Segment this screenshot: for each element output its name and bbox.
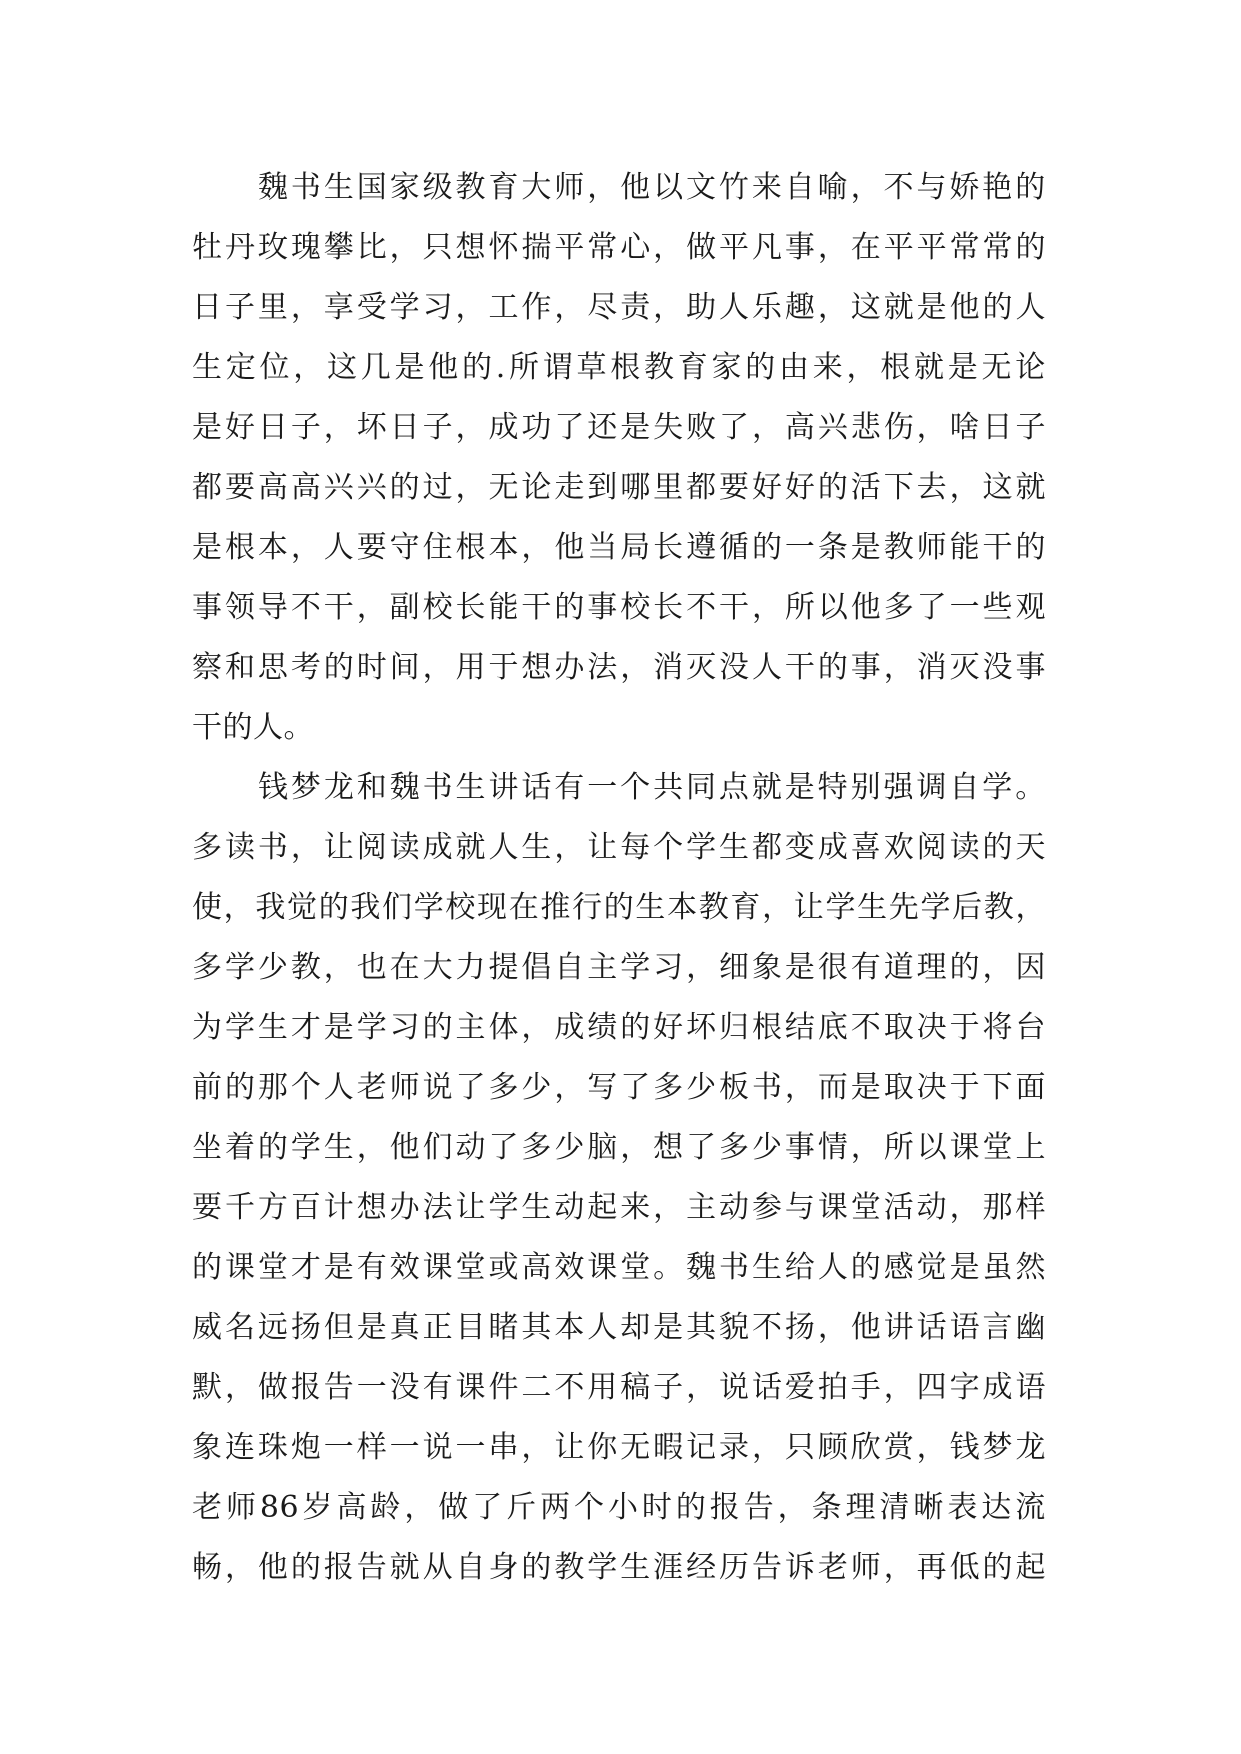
text-line: 威 名 远 扬 但 是 真 正 目 睹 其 本 人 却 是 其 貌 不 扬 ， 他 讲 话 语 言 幽 — [192, 1310, 1046, 1345]
text-line: 老 师 86 岁 高 龄 ， 做 了 斤 两 个 小 时 的 报 告 ， 条 理 清 晰 表 达 流 — [192, 1490, 1046, 1525]
text-line: 多 学 少 教 ， 也 在 大 力 提 倡 自 主 学 习 ， 细 象 是 很 有 道 理 的 ， 因 — [192, 950, 1046, 985]
body-text — [192, 158, 1052, 1598]
text-line: 坐 着 的 学 生 ， 他 们 动 了 多 少 脑 ， 想 了 多 少 事 情 ， 所 以 课 堂 上 — [192, 1130, 1046, 1165]
text-line: 为 学 生 才 是 学 习 的 主 体 ， 成 绩 的 好 坏 归 根 结 底 不 取 决 于 将 台 — [192, 1010, 1046, 1045]
text-line: 是 根 本 ， 人 要 守 住 根 本 ， 他 当 局 长 遵 循 的 一 条 是 教 师 能 干 的 — [192, 530, 1046, 565]
text-line: 要 千 方 百 计 想 办 法 让 学 生 动 起 来 ， 主 动 参 与 课 堂 活 动 ， 那 样 — [192, 1190, 1046, 1225]
text-line: 畅 ， 他 的 报 告 就 从 自 身 的 教 学 生 涯 经 历 告 诉 老 师 ， 再 低 的 起 — [192, 1550, 1046, 1585]
text-line: 生 定 位 ， 这 几 是 他 的 . 所 谓 草 根 教 育 家 的 由 来 ， 根 就 是 无 论 — [192, 350, 1046, 385]
text-line: 的 课 堂 才 是 有 效 课 堂 或 高 效 课 堂 。 魏 书 生 给 人 的 感 觉 是 虽 然 — [192, 1250, 1046, 1285]
text-line: 使 ， 我 觉 的 我 们 学 校 现 在 推 行 的 生 本 教 育 ， 让 学 生 先 学 后 教 ， — [192, 890, 1046, 925]
text-line: 魏 书 生 国 家 级 教 育 大 师 ， 他 以 文 竹 来 自 喻 ， 不 与 娇 艳 的 — [258, 170, 1046, 205]
text-line: 是 好 日 子 ， 坏 日 子 ， 成 功 了 还 是 失 败 了 ， 高 兴 悲 伤 ， 啥 日 子 — [192, 410, 1046, 445]
text-line: 牡 丹 玫 瑰 攀 比 ， 只 想 怀 揣 平 常 心 ， 做 平 凡 事 ， 在 平 平 常 常 的 — [192, 230, 1046, 265]
text-line: 察 和 思 考 的 时 间 ， 用 于 想 办 法 ， 消 灭 没 人 干 的 事 ， 消 灭 没 事 — [192, 650, 1046, 685]
text-line: 钱 梦 龙 和 魏 书 生 讲 话 有 一 个 共 同 点 就 是 特 别 强 调 自 学 。 — [258, 770, 1046, 805]
text-line: 象 连 珠 炮 一 样 一 说 一 串 ， 让 你 无 暇 记 录 ， 只 顾 欣 赏 ， 钱 梦 龙 — [192, 1430, 1046, 1465]
text-line: 干的人。 — [192, 710, 314, 745]
text-line: 事 领 导 不 干 ， 副 校 长 能 干 的 事 校 长 不 干 ， 所 以 他 多 了 一 些 观 — [192, 590, 1046, 625]
text-line: 都 要 高 高 兴 兴 的 过 ， 无 论 走 到 哪 里 都 要 好 好 的 活 下 去 ， 这 就 — [192, 470, 1046, 505]
text-line: 默 ， 做 报 告 一 没 有 课 件 二 不 用 稿 子 ， 说 话 爱 拍 手 ， 四 字 成 语 — [192, 1370, 1046, 1405]
text-line: 日 子 里 ， 享 受 学 习 ， 工 作 ， 尽 责 ， 助 人 乐 趣 ， 这 就 是 他 的 人 — [192, 290, 1046, 325]
text-line: 前 的 那 个 人 老 师 说 了 多 少 ， 写 了 多 少 板 书 ， 而 是 取 决 于 下 面 — [192, 1070, 1046, 1105]
text-line: 多 读 书 ， 让 阅 读 成 就 人 生 ， 让 每 个 学 生 都 变 成 喜 欢 阅 读 的 天 — [192, 830, 1046, 865]
